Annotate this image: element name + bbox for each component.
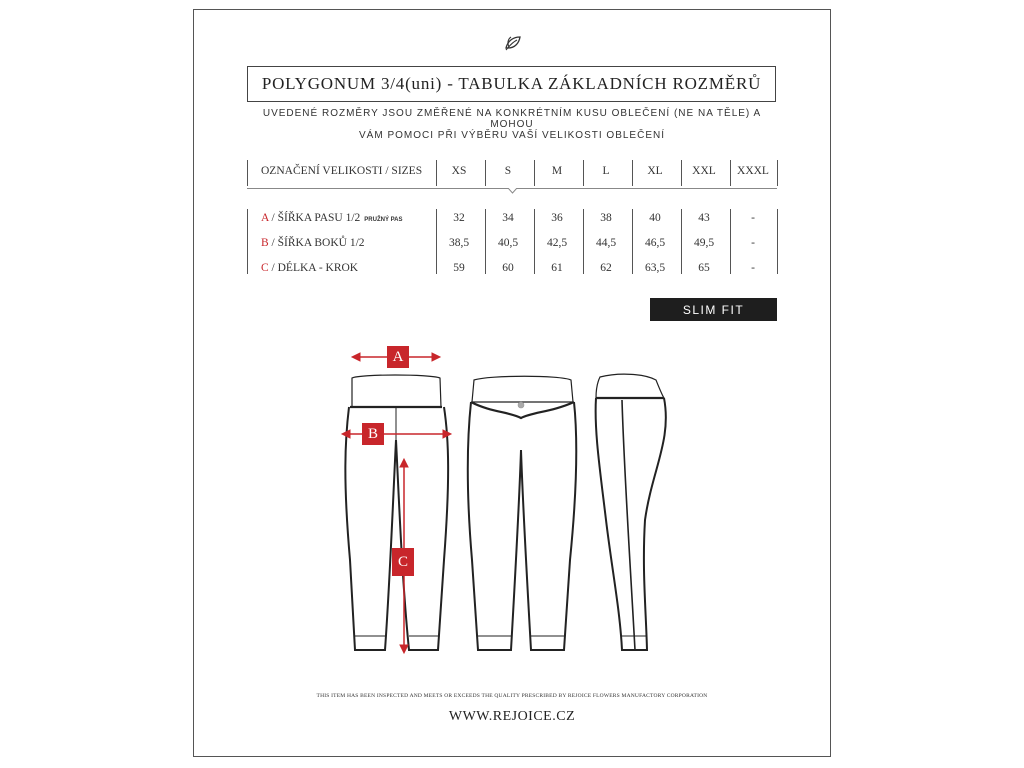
website-link[interactable]: WWW.REJOICE.CZ bbox=[448, 709, 576, 724]
front-view-drawing bbox=[345, 375, 448, 650]
row-text-a: / ŠÍŘKA PASU 1/2 bbox=[268, 212, 361, 224]
subtitle-line-2: VÁM POMOCI PŘI VÝBĚRU VAŠÍ VELIKOSTI OBLEČENÍ bbox=[359, 130, 665, 141]
side-view-drawing bbox=[596, 374, 666, 650]
cell-c-xs: 59 bbox=[453, 262, 465, 274]
cell-a-xxxl: - bbox=[751, 212, 755, 224]
quality-note: THIS ITEM HAS BEEN INSPECTED AND MEETS OR EXCEEDS THE QUALITY PRESCRIBED BY REJOICE FLOWERS MANUFACTORY CORPORATION bbox=[316, 693, 708, 699]
back-view-drawing bbox=[468, 376, 577, 650]
cell-b-xl: 46,5 bbox=[644, 237, 666, 249]
size-s: S bbox=[504, 165, 512, 177]
row-letter-c: C bbox=[261, 262, 269, 274]
cell-a-l: 38 bbox=[600, 212, 612, 224]
elastic-waist-note: PRUŽNÝ PAS bbox=[364, 217, 403, 223]
cell-a-xl: 40 bbox=[649, 212, 661, 224]
size-xs: XS bbox=[451, 165, 467, 177]
row-text-c: / DÉLKA - KROK bbox=[268, 262, 359, 274]
chart-title: POLYGONUM 3/4(uni) - TABULKA ZÁKLADNÍCH ROZMĚRŮ bbox=[247, 66, 776, 102]
row-letter-b: B bbox=[261, 237, 269, 249]
cell-a-m: 36 bbox=[551, 212, 563, 224]
cell-c-xl: 63,5 bbox=[644, 262, 666, 274]
cell-c-xxxl: - bbox=[751, 262, 755, 274]
row-letter-a: A bbox=[261, 212, 269, 224]
cell-a-s: 34 bbox=[502, 212, 514, 224]
size-m: M bbox=[551, 165, 563, 177]
cell-b-xxxl: - bbox=[751, 237, 755, 249]
marker-c-label: C bbox=[397, 554, 408, 570]
cell-b-xxl: 49,5 bbox=[693, 237, 715, 249]
size-xxxl: XXXL bbox=[737, 165, 769, 177]
subtitle-line-1: UVEDENÉ ROZMĚRY JSOU ZMĚŘENÉ NA KONKRÉTNÍM KUSU OBLEČENÍ (NE NA TĚLE) A MOHOU bbox=[262, 108, 762, 130]
size-header-label: OZNAČENÍ VELIKOSTI / SIZES bbox=[261, 165, 423, 177]
cell-c-xxl: 65 bbox=[698, 262, 710, 274]
cell-b-xs: 38,5 bbox=[448, 237, 470, 249]
size-l: L bbox=[602, 165, 610, 177]
cell-a-xs: 32 bbox=[453, 212, 465, 224]
cell-b-m: 42,5 bbox=[546, 237, 568, 249]
row-text-b: / ŠÍŘKA BOKŮ 1/2 bbox=[268, 237, 365, 249]
size-xxl: XXL bbox=[692, 165, 716, 177]
cell-c-m: 61 bbox=[551, 262, 563, 274]
size-xl: XL bbox=[647, 165, 663, 177]
cell-c-s: 60 bbox=[502, 262, 514, 274]
cell-c-l: 62 bbox=[600, 262, 612, 274]
cell-a-xxl: 43 bbox=[698, 212, 710, 224]
marker-b-label: B bbox=[367, 426, 378, 442]
slim-fit-badge: SLIM FIT bbox=[650, 298, 777, 321]
cell-b-s: 40,5 bbox=[497, 237, 519, 249]
cell-b-l: 44,5 bbox=[595, 237, 617, 249]
marker-a-label: A bbox=[392, 349, 404, 365]
